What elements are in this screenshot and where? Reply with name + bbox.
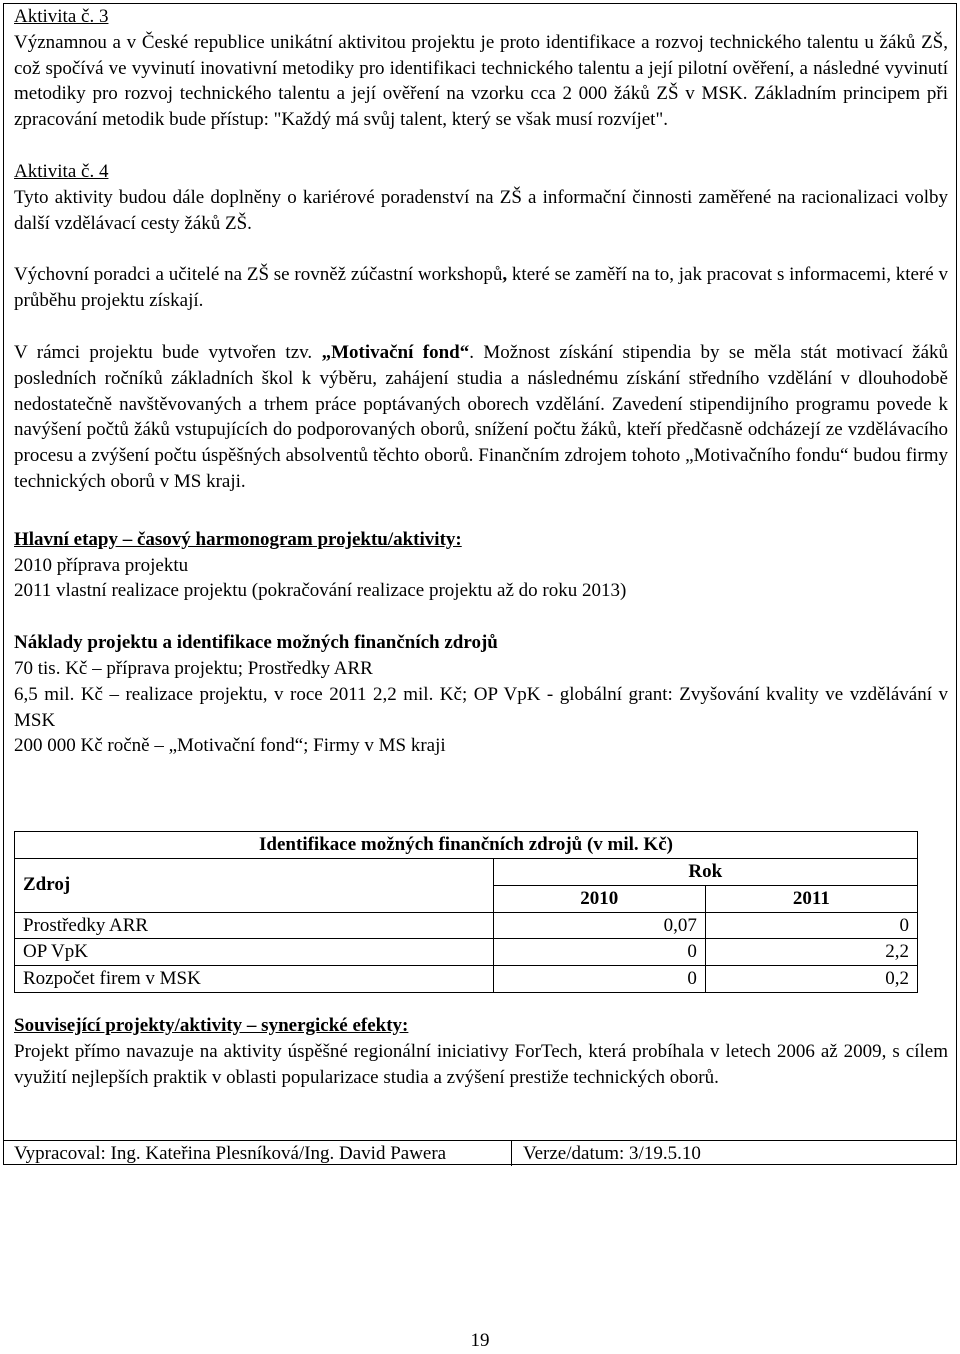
stages-heading: Hlavní etapy – časový harmonogram projektu/aktivity:: [14, 528, 462, 550]
related-text: Projekt přímo navazuje na aktivity úspěšné regionální iniciativy ForTech, která probíhala v letech 2006 až 2009, s cílem využití nejlepších praktik v oblasti popularizace studia a zvýšení prestiže technických oborů.: [14, 1040, 948, 1088]
activity3-text-part2: Základním principem při zpracování metodik bude přístup: "Každý má svůj talent, který se však musí rozvíjet".: [14, 83, 948, 131]
activity4-paragraph2-comma: ,: [502, 264, 508, 286]
table-row: [15, 939, 918, 966]
costs-line1: 70 tis. Kč – příprava projektu; Prostředky ARR: [14, 657, 373, 679]
document-body: [14, 4, 948, 759]
footer-divider: [511, 1141, 512, 1166]
activity4-paragraph2-a: Výchovní poradci a učitelé na ZŠ se rovněž zúčastní workshopů: [14, 264, 503, 286]
footer-version: Verze/datum: 3/19.5.10: [523, 1143, 701, 1164]
table-cell-2011: 2,2: [705, 939, 917, 966]
funding-table-caption: Identifikace možných finančních zdrojů (v mil. Kč): [15, 832, 918, 859]
related-section: [14, 1013, 948, 1090]
document-footer: [3, 1140, 957, 1166]
activity3-heading: Aktivita č. 3: [14, 6, 109, 27]
stages-line2: 2011 vlastní realizace projektu (pokračování realizace projektu až do roku 2013): [14, 580, 627, 602]
costs-line2: 6,5 mil. Kč – realizace projektu, v roce 2011 2,2 mil. Kč; OP VpK - globální grant: Zvyšování kvality ve vzdělávání v MSK: [14, 683, 948, 731]
table-cell-2010: 0: [493, 966, 705, 993]
table-cell-2010: 0: [493, 939, 705, 966]
funding-table: [14, 831, 918, 993]
page-number: 19: [470, 1330, 490, 1351]
funding-table-year-2010: 2010: [493, 885, 705, 912]
funding-table-year-header: Rok: [493, 859, 917, 886]
fund-name: „Motivační fond“: [321, 341, 470, 363]
costs-line3: 200 000 Kč ročně – „Motivační fond“; Firmy v MS kraji: [14, 735, 446, 757]
fund-paragraph: [14, 340, 948, 495]
table-row: [15, 966, 918, 993]
activity3-text: [14, 30, 948, 133]
table-cell-source: Prostředky ARR: [15, 912, 494, 939]
table-cell-2010: 0,07: [493, 912, 705, 939]
funding-table-year-2011: 2011: [705, 885, 917, 912]
related-heading: Související projekty/aktivity – synergické efekty:: [14, 1015, 409, 1036]
stages-line1: 2010 příprava projektu: [14, 554, 189, 576]
fund-text-part2: Zavedení stipendijního programu povede k navýšení počtů žáků vstupujících do podporovaných oborů, snížení počtu žáků, kteří předčasně odcházejí ze vzdělávacího procesu a zvýšení počtu úspěšných absolventů těchto oborů. Finančním zdrojem tohoto „Motivačního fondu“ budou firmy technických oborů v MS kraji.: [14, 393, 949, 492]
funding-table-source-header: Zdroj: [15, 859, 494, 913]
activity4-paragraph2-b: které se zaměří na to, jak pracovat s informacemi, které v průběhu projektu získají.: [14, 264, 949, 312]
footer-prepared-by: Vypracoval: Ing. Kateřina Plesníková/Ing. David Pawera: [14, 1143, 447, 1164]
activity3-text-part1: Významnou a v České republice unikátní aktivitou projektu je proto identifikace a rozvoj technického talentu u žáků ZŠ, což spočívá ve vyvinutí inovativní metodiky pro identifikaci technického talentu a její pilotní ověření, a následné vyvinutí metodiky pro rozvoj technického talentu a její ověření na vzorku cca 2 000 žáků ZŠ v MSK.: [14, 31, 948, 105]
activity4-paragraph2: [14, 262, 948, 314]
activity4-heading: Aktivita č. 4: [14, 160, 109, 182]
activity4-paragraph1: Tyto aktivity budou dále doplněny o kariérové poradenství na ZŠ a informační činnosti zaměřené na racionalizaci volby další vzdělávací cesty žáků ZŠ.: [14, 186, 948, 234]
table-cell-source: Rozpočet firem v MSK: [15, 966, 494, 993]
fund-text-part1: . Možnost získání stipendia by se měla stát motivací žáků posledních ročníků základních škol k výběru, zahájení studia a následnému získání středního vzdělání v dlouhodobě nedostatečně navštěvovaných a trhem práce poptávaných oborech vzdělání.: [14, 341, 949, 415]
table-cell-source: OP VpK: [15, 939, 494, 966]
table-cell-2011: 0: [705, 912, 917, 939]
costs-heading: Náklady projektu a identifikace možných finančních zdrojů: [14, 632, 498, 654]
fund-intro: V rámci projektu bude vytvořen tzv.: [14, 341, 322, 363]
table-cell-2011: 0,2: [705, 966, 917, 993]
table-row: [15, 912, 918, 939]
